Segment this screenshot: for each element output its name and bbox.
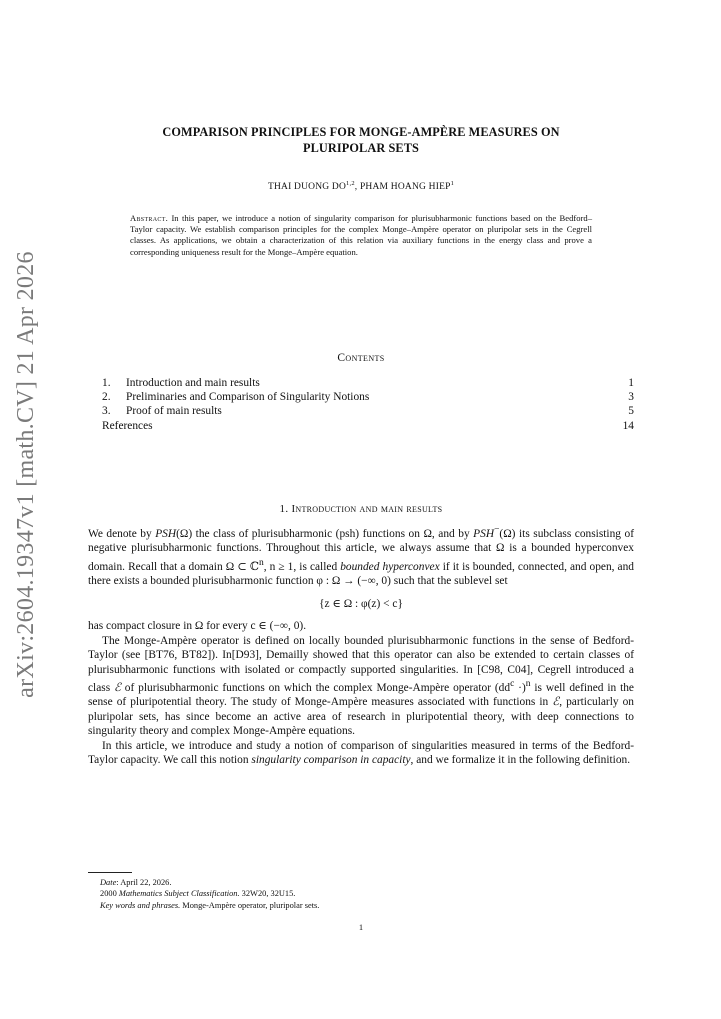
superscript: n — [258, 557, 264, 568]
title-line-1: COMPARISON PRINCIPLES FOR MONGE-AMPÈRE MEASURES ON — [162, 125, 560, 139]
toc-title: Proof of main results — [126, 405, 222, 418]
toc-entry-proof[interactable] — [102, 404, 634, 418]
author-2: PHAM HOANG HIEP — [359, 182, 451, 193]
arxiv-id-text: arXiv:2604.19347v1 [math.CV] 21 Apr 2026 — [12, 250, 39, 698]
superscript: c — [510, 679, 515, 690]
abstract-text: In this paper, we introduce a notion of singularity comparison for plurisubharmonic functions based on the Bedford–Taylor capacity. We establish comparison principles for the complex Monge–Ampère operator on pluripolar sets in the Cegrell classes. As applications, we obtain a characterization of this relation via auxiliary functions in the energy class and prove a corresponding uniqueness result for the Monge–Ampère equation. — [130, 213, 592, 257]
toc-page: 14 — [622, 419, 634, 432]
text-run: , particularly on pluripolar sets, has since become an active area of research in pluripotential theory, with deep connections to singularity theory and complex Monge-Ampère equations. — [88, 696, 635, 738]
paragraph-2: has compact closure in Ω for every c ∈ (−∞, 0). — [88, 620, 307, 633]
emphasis-bounded-hyperconvex: bounded hyperconvex — [340, 560, 440, 573]
text-run: We denote by — [88, 527, 156, 540]
emphasis-singularity-comparison: singularity comparison in capacity — [251, 754, 411, 767]
text-run: , and we formalize it in the following definition. — [410, 754, 631, 767]
toc-title: Preliminaries and Comparison of Singularity Notions — [126, 391, 370, 404]
text-run: In this article, we introduce and study a notion of comparison of singularities measured in terms of the Bedford-Taylor capacity. We call this notion — [88, 739, 634, 767]
author-1-affiliation: 1,2 — [346, 180, 355, 187]
paper-title — [88, 124, 634, 156]
text-run: ·) — [514, 681, 526, 694]
text-run: (Ω) the class of plurisubharmonic (psh) functions on Ω, and by — [176, 527, 474, 540]
page-number: 1 — [358, 922, 364, 932]
contents-heading: Contents — [337, 352, 385, 364]
footnote-label: Key words and phrases. — [100, 900, 181, 910]
author-list — [88, 180, 634, 192]
math-psh: PSH — [155, 527, 177, 540]
section-1-heading: 1. Introduction and main results — [279, 503, 443, 515]
text-run: The Monge-Ampère operator is defined on locally bounded plurisubharmonic functions in the sense of Bedford-Taylor (see [BT76, BT82]). In[D93], Demailly showed that this operator can also be extended to certain classes of plurisubharmonic functions with isolated or compactly supported singularities. In [C98, C04], Cegrell introduced a class — [88, 634, 634, 694]
display-equation: {z ∈ Ω : φ(z) < c} — [319, 597, 403, 610]
toc-entry-introduction[interactable] — [102, 376, 634, 390]
text-run: of plurisubharmonic functions on which the complex Monge-Ampère operator (dd — [120, 681, 511, 694]
abstract-label: Abstract. — [130, 213, 169, 223]
toc-number: 3. — [102, 405, 111, 418]
toc-title: References — [102, 419, 153, 432]
abstract — [130, 213, 592, 258]
author-1: THAI DUONG DO — [267, 182, 347, 193]
footnote-keywords — [88, 900, 634, 911]
toc-entry-references[interactable] — [102, 419, 634, 433]
text-run: (Ω) its subclass consisting of negative plurisubharmonic functions. Throughout this article, we always assume that Ω is a bounded hyperconvex domain. Recall that a domain Ω ⊂ ℂ — [88, 527, 634, 573]
footnote-label: Mathematics Subject Classification. — [118, 889, 240, 899]
arxiv-identifier-stamp — [6, 250, 46, 698]
math-psh-minus: PSH — [473, 527, 495, 540]
math-class-e: ℰ — [552, 696, 560, 709]
toc-entry-preliminaries[interactable] — [102, 390, 634, 404]
footnote-label: Date — [100, 878, 117, 887]
footnote-date — [88, 877, 634, 888]
footnote-value: : April 22, 2026. — [116, 878, 172, 887]
footnote-msc — [88, 888, 634, 899]
paragraph-3 — [88, 634, 634, 739]
toc-page: 1 — [628, 377, 634, 389]
author-2-affiliation: 1 — [450, 180, 455, 187]
table-of-contents — [102, 376, 634, 433]
footnote-value: 32W20, 32U15. — [239, 889, 296, 899]
section-1-body — [88, 523, 634, 768]
footnote-prefix: 2000 — [100, 889, 119, 899]
toc-number: 2. — [102, 391, 111, 404]
text-run: , n ≥ 1, is called — [263, 560, 341, 573]
footnotes — [88, 877, 634, 911]
paragraph-4 — [88, 739, 634, 768]
paragraph-1 — [88, 523, 634, 589]
superscript: n — [525, 679, 531, 690]
text-run: if it is bounded, connected, and open, and there exists a bounded plurisubharmonic function φ : Ω → (−∞, 0) such that the sublevel set — [88, 560, 634, 588]
toc-title: Introduction and main results — [126, 377, 260, 389]
toc-number: 1. — [102, 377, 111, 389]
superscript: − — [494, 525, 500, 535]
author-separator: , — [354, 182, 360, 193]
footnote-value: Monge-Ampère operator, pluripolar sets. — [180, 900, 320, 910]
footnote-divider — [88, 872, 132, 873]
text-run: is well defined in the sense of pluripotential theory. The study of Monge-Ampère measures associated with functions in — [88, 681, 634, 709]
math-class-e: ℰ — [114, 681, 121, 694]
toc-page: 5 — [628, 405, 634, 418]
toc-page: 3 — [628, 391, 634, 404]
title-line-2: PLURIPOLAR SETS — [303, 141, 419, 155]
